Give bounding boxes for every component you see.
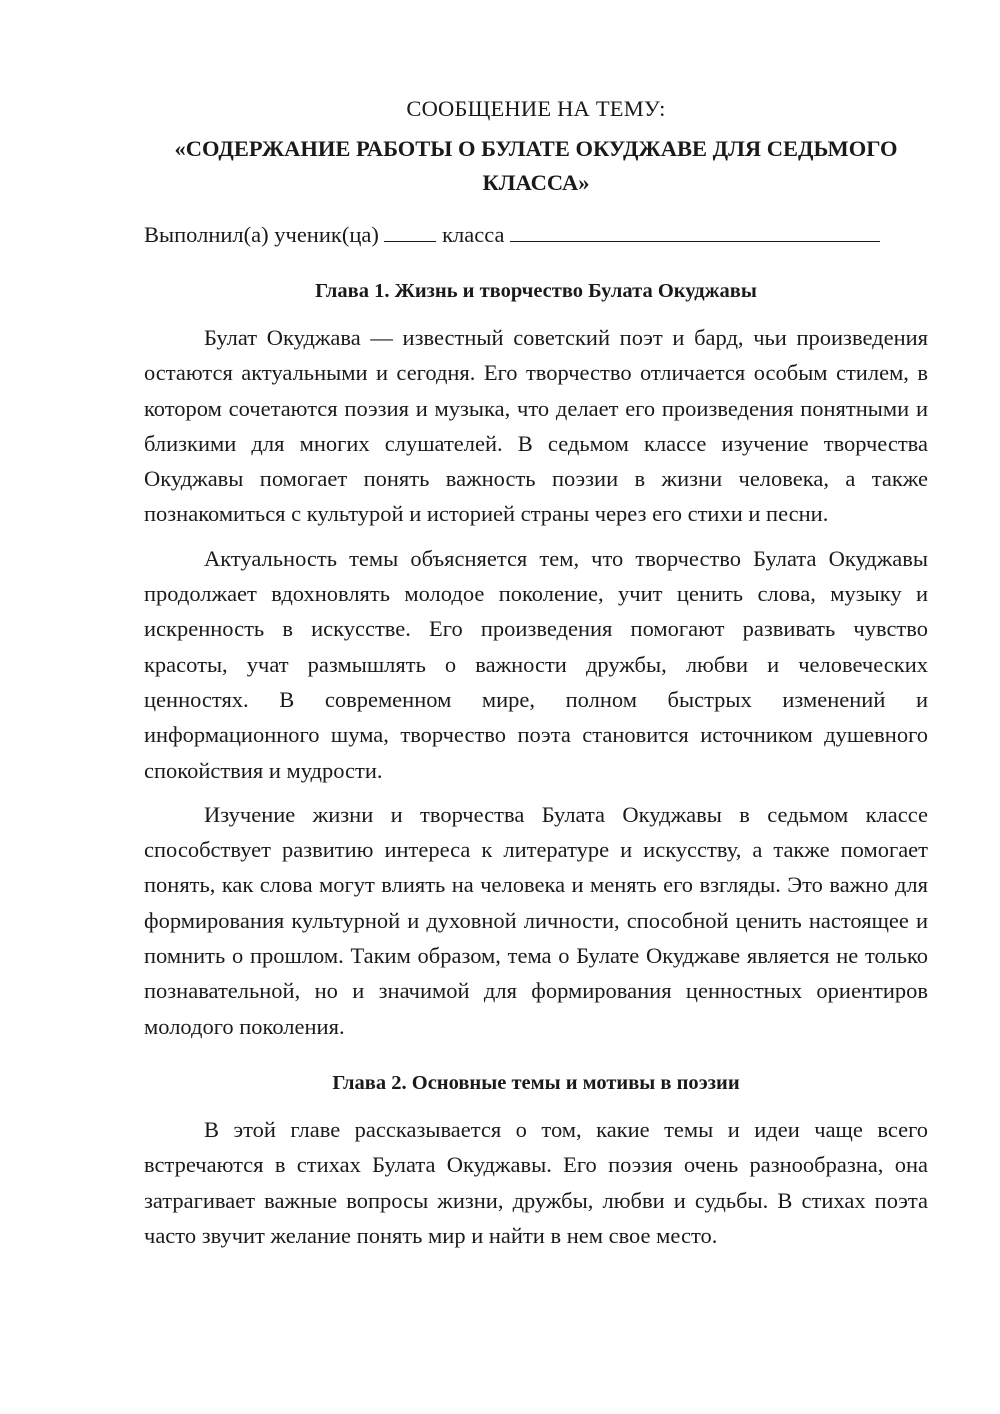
chapter-2-heading: Глава 2. Основные темы и мотивы в поэзии xyxy=(332,1071,740,1094)
chapter-1-paragraph-1: Булат Окуджава — известный советский поэт и бард, чьи произведения остаются актуальными и сегодня. Его творчество отличается особым стилем, в котором сочетаются поэзия и музыка, что делает его произведения понятными и близкими для многих слушателей. В седьмом классе изучение творчества Окуджавы помогает понять важность поэзии в жизни человека, а также познакомиться с культурой и историей страны через его стихи и песни. xyxy=(144,325,928,527)
document-title-main: «СОДЕРЖАНИЕ РАБОТЫ О БУЛАТЕ ОКУДЖАВЕ ДЛЯ СЕДЬМОГО КЛАССА» xyxy=(174,136,898,195)
chapter-1-paragraph-2: Актуальность темы объясняется тем, что творчество Булата Окуджавы продолжает вдохновлять молодое поколение, учит ценить слова, музыку и искренность в искусстве. Его произведения помогают развивать чувство красоты, учат размышлять о важности дружбы, любви и человеческих ценностях. В современном мире, полном быстрых изменений и информационного шума, творчество поэта становится источником душевного спокойствия и мудрости. xyxy=(144,545,928,783)
author-line xyxy=(144,218,928,252)
student-name-blank xyxy=(510,219,880,242)
document-page xyxy=(144,92,928,1253)
class-word: класса xyxy=(442,222,505,247)
chapter-2-paragraph-1: В этой главе рассказывается о том, какие темы и идеи чаще всего встречаются в стихах Булата Окуджавы. Его поэзия очень разнообразна, она затрагивает важные вопросы жизни, дружбы, любви и судьбы. В стихах поэта часто звучит желание понять мир и найти в нем свое место. xyxy=(144,1116,928,1248)
author-prefix: Выполнил(а) ученик(ца) xyxy=(144,222,379,247)
chapter-1-paragraph-3: Изучение жизни и творчества Булата Окуджавы в седьмом классе способствует развитию интереса к литературе и искусству, а также помогает понять, как слова могут влиять на человека и менять его взгляды. Это важно для формирования культурной и духовной личности, способной ценить настоящее и помнить о прошлом. Таким образом, тема о Булате Окуджаве является не только познавательной, но и значимой для формирования ценностных ориентиров молодого поколения. xyxy=(144,801,928,1039)
chapter-1-heading: Глава 1. Жизнь и творчество Булата Окуджавы xyxy=(315,280,757,302)
document-title-line: СООБЩЕНИЕ НА ТЕМУ: xyxy=(406,96,666,121)
class-number-blank xyxy=(384,219,436,242)
